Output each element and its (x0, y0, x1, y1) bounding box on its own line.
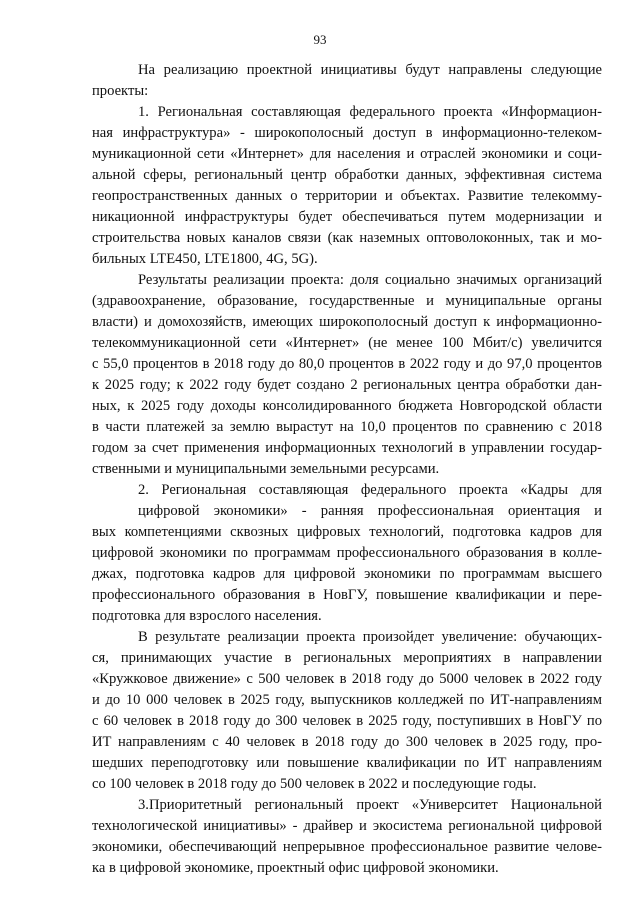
text-line: ИТ направлениям с 40 человек в 2018 году до 300 человек в 2025 году, про- (92, 734, 602, 750)
text-line: в части платежей за землю вырастут на 10,0 процентов по сравнению с 2018 (92, 419, 602, 435)
text-line: джах, подготовка кадров для цифровой экономики по программам высшего (92, 566, 602, 582)
text-line: проекты: (92, 83, 149, 99)
text-line: шедших переподготовку или повышение квалификации по ИТ направлениям (92, 755, 602, 771)
text-line: годом за счет применения информационных технологий в управлении государ- (92, 440, 602, 456)
text-line: муникационной сети «Интернет» для населения и отраслей экономики и соци- (92, 146, 602, 162)
text-line: 1. Региональная составляющая федерального проекта «Информацион- (138, 104, 602, 120)
text-line: 3.Приоритетный региональный проект «Университет Национальной (138, 797, 602, 813)
text-line: ка в цифровой экономике, проектный офис цифровой экономики. (92, 860, 499, 876)
text-paragraph: 2. Региональная составляющая федерального проекта «Кадры для цифровой экономики» - ранняя профессиональная ориентация и (138, 482, 602, 519)
text-line: Результаты реализации проекта: доля социально значимых организаций (138, 272, 602, 288)
text-line: На реализацию проектной инициативы будут направлены следующие (138, 62, 602, 78)
text-line: строительства новых каналов связи (как наземных оптоволоконных, так и мо- (92, 230, 602, 246)
text-line: телекоммуникационной сети «Интернет» (не менее 100 Мбит/с) увеличится (92, 335, 602, 351)
text-line: и до 10 000 человек в 2025 году, выпускников колледжей по ИТ-направлениям (92, 692, 602, 708)
text-line: никационной инфраструктуры будет обеспечиваться путем модернизации и (92, 209, 602, 225)
text-line: технологической инициативы» - драйвер и экосистема региональной цифровой (92, 818, 602, 834)
text-line: альной сферы, региональный центр обработки данных, эффективная система (92, 167, 602, 183)
text-line: «Кружковое движение» с 500 человек в 2018 году до 5000 человек в 2022 году (92, 671, 602, 687)
text-line: ных, к 2025 году доходы консолидированного бюджета Новгородской области (92, 398, 602, 414)
text-line: геопространственных данных о территории и объектах. Развитие телекомму- (92, 188, 602, 204)
text-line: подготовка для взрослого населения. (92, 608, 322, 624)
text-line: цифровой экономики по программам профессионального образования в колле- (92, 545, 602, 561)
text-line: ственными и муниципальными земельными ресурсами. (92, 461, 440, 477)
text-line: В результате реализации проекта произойдет увеличение: обучающих- (138, 629, 602, 645)
text-line: к 2025 году; к 2022 году будет создано 2 региональных центра обработки дан- (92, 377, 602, 393)
text-line: вых компетенциями сквозных цифровых технологий, подготовка кадров для (92, 524, 602, 540)
text-line: со 100 человек в 2018 году до 500 человек в 2022 и последующие годы. (92, 776, 537, 792)
text-line: (здравоохранение, образование, государственные и муниципальные органы (92, 293, 602, 309)
text-line: ся, принимающих участие в региональных мероприятиях в направлении (92, 650, 602, 666)
text-line: бильных LTE450, LTE1800, 4G, 5G). (92, 251, 318, 267)
text-line: с 60 человек в 2018 году до 300 человек в 2025 году, поступивших в НовГУ по (92, 713, 602, 729)
text-line: экономики, обеспечивающий непрерывное профессиональное развитие челове- (92, 839, 602, 855)
page-number: 93 (313, 32, 327, 47)
text-line: профессионального образования в НовГУ, повышение квалификации и пере- (92, 587, 602, 603)
text-line: власти) и домохозяйств, имеющих широкополосный доступ к информационно- (92, 314, 602, 330)
text-line: с 55,0 процентов в 2018 году до 80,0 процентов в 2022 году и до 97,0 процентов (92, 356, 602, 372)
text-line: ная инфраструктура» - широкополосный доступ в информационно-телеком- (92, 125, 602, 141)
